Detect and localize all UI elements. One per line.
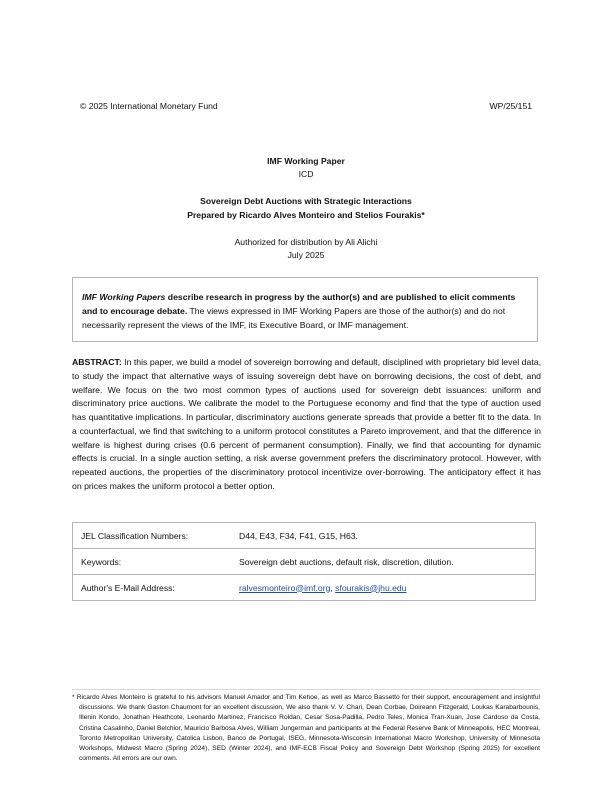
email-label: Author's E-Mail Address: — [73, 575, 232, 601]
abstract-text: In this paper, we build a model of sovereign borrowing and default, disciplined with proprietary bid level data, to study the impact that alternative ways of issuing sovereign debt have on borrowing decisions, the cost of debt, and welfare. We focus on the two most common types of auctions used for sovereign debt issuances: uniform and discriminatory price auctions. We calibrate the model to the Portuguese economy and find that the type of auction used has quantitative implications. In particular, discriminatory auctions generate spreads that provide a better fit to the data. In a counterfactual, we find that switching to a uniform protocol constitutes a Pareto improvement, and that the difference in welfare is highest during crises (0.6 percent of permanent consumption). Finally, we find that accounting for dynamic effects is crucial. In a single auction setting, a risk averse government prefers the discriminatory protocol. However, with repeated auctions, the properties of the discriminatory protocol incentivize over-borrowing. The anticipatory effect it has on prices makes the uniform protocol a better option. — [72, 357, 541, 491]
table-row — [73, 575, 536, 601]
paper-title: Sovereign Debt Auctions with Strategic Interactions — [200, 196, 412, 206]
disclaimer-bold-text: describe research in progress by the author(s) and are published to elicit comments and to encourage debate. — [82, 292, 516, 316]
abstract-label: ABSTRACT: — [72, 357, 122, 367]
department: ICD — [298, 169, 314, 179]
email-separator: , — [330, 582, 336, 593]
footnote: * Ricardo Alves Monteiro is grateful to his advisors Manuel Amador and Tim Kehoe, as well as Marco Bassetto for their support, encouragement and insightful discussions. We thank Gaston Chaumont for an excellent discussion, We also thank V. V. Chari, Dean Corbae, Doireann Fitzgerald, Loukas Karabarbounis, Illenin Kondo, Jonathan Heathcote, Leonardo Martinez, Francisco Roldan, Cesar Sosa-Padilla, Pedro Teles, Monica Tran-Xuan, Jose Cardoso da Costa, Cristina Casalinho, Daniel Belchior, Mauricio Barbosa Alves, William Jungerman and participants at the Federal Reserve Bank of Minneapolis, HEC Montreal, Toronto Metropolitan University, Catolica Lisbon, Banco de Portugal, ISEG, Minnesota-Wisconsin International Macro Workshop, University of Minnesota Workshops, Midwest Macro (Spring 2024), SED (Winter 2024), and IMF-ECB Fiscal Policy and Sovereign Debt Workshop (Spring 2025) for excellent comments. All errors are our own. — [72, 694, 540, 763]
authorized-by: Authorized for distribution by Ali Alichi — [234, 237, 378, 247]
keywords-value: Sovereign debt auctions, default risk, discretion, dilution. — [231, 549, 536, 575]
paper-number: WP/25/151 — [489, 101, 532, 111]
email-link-fourakis[interactable]: sfourakis@jhu.edu — [335, 582, 407, 593]
table-row — [73, 549, 536, 575]
copyright-notice: © 2025 International Monetary Fund — [80, 101, 218, 111]
abstract — [72, 356, 541, 494]
series-title: IMF Working Paper — [267, 156, 345, 166]
publication-date: July 2025 — [287, 250, 325, 260]
jel-value: D44, E43, F34, F41, G15, H63. — [231, 523, 536, 549]
email-link-monteiro[interactable]: ralvesmonteiro@imf.org — [239, 582, 331, 593]
metadata-table — [72, 522, 536, 601]
keywords-label: Keywords: — [73, 549, 232, 575]
email-value — [231, 575, 536, 601]
footnote-divider — [72, 689, 540, 690]
disclaimer-plain-text: The views expressed in IMF Working Papers are those of the author(s) and do not necessarily represent the views of the IMF, its Executive Board, or IMF management. — [82, 305, 506, 330]
disclaimer-series-name: IMF Working Papers — [82, 292, 166, 302]
table-row — [73, 523, 536, 549]
jel-label: JEL Classification Numbers: — [73, 523, 232, 549]
prepared-by: Prepared by Ricardo Alves Monteiro and Stelios Fourakis* — [187, 210, 425, 220]
disclaimer-box — [72, 277, 538, 342]
